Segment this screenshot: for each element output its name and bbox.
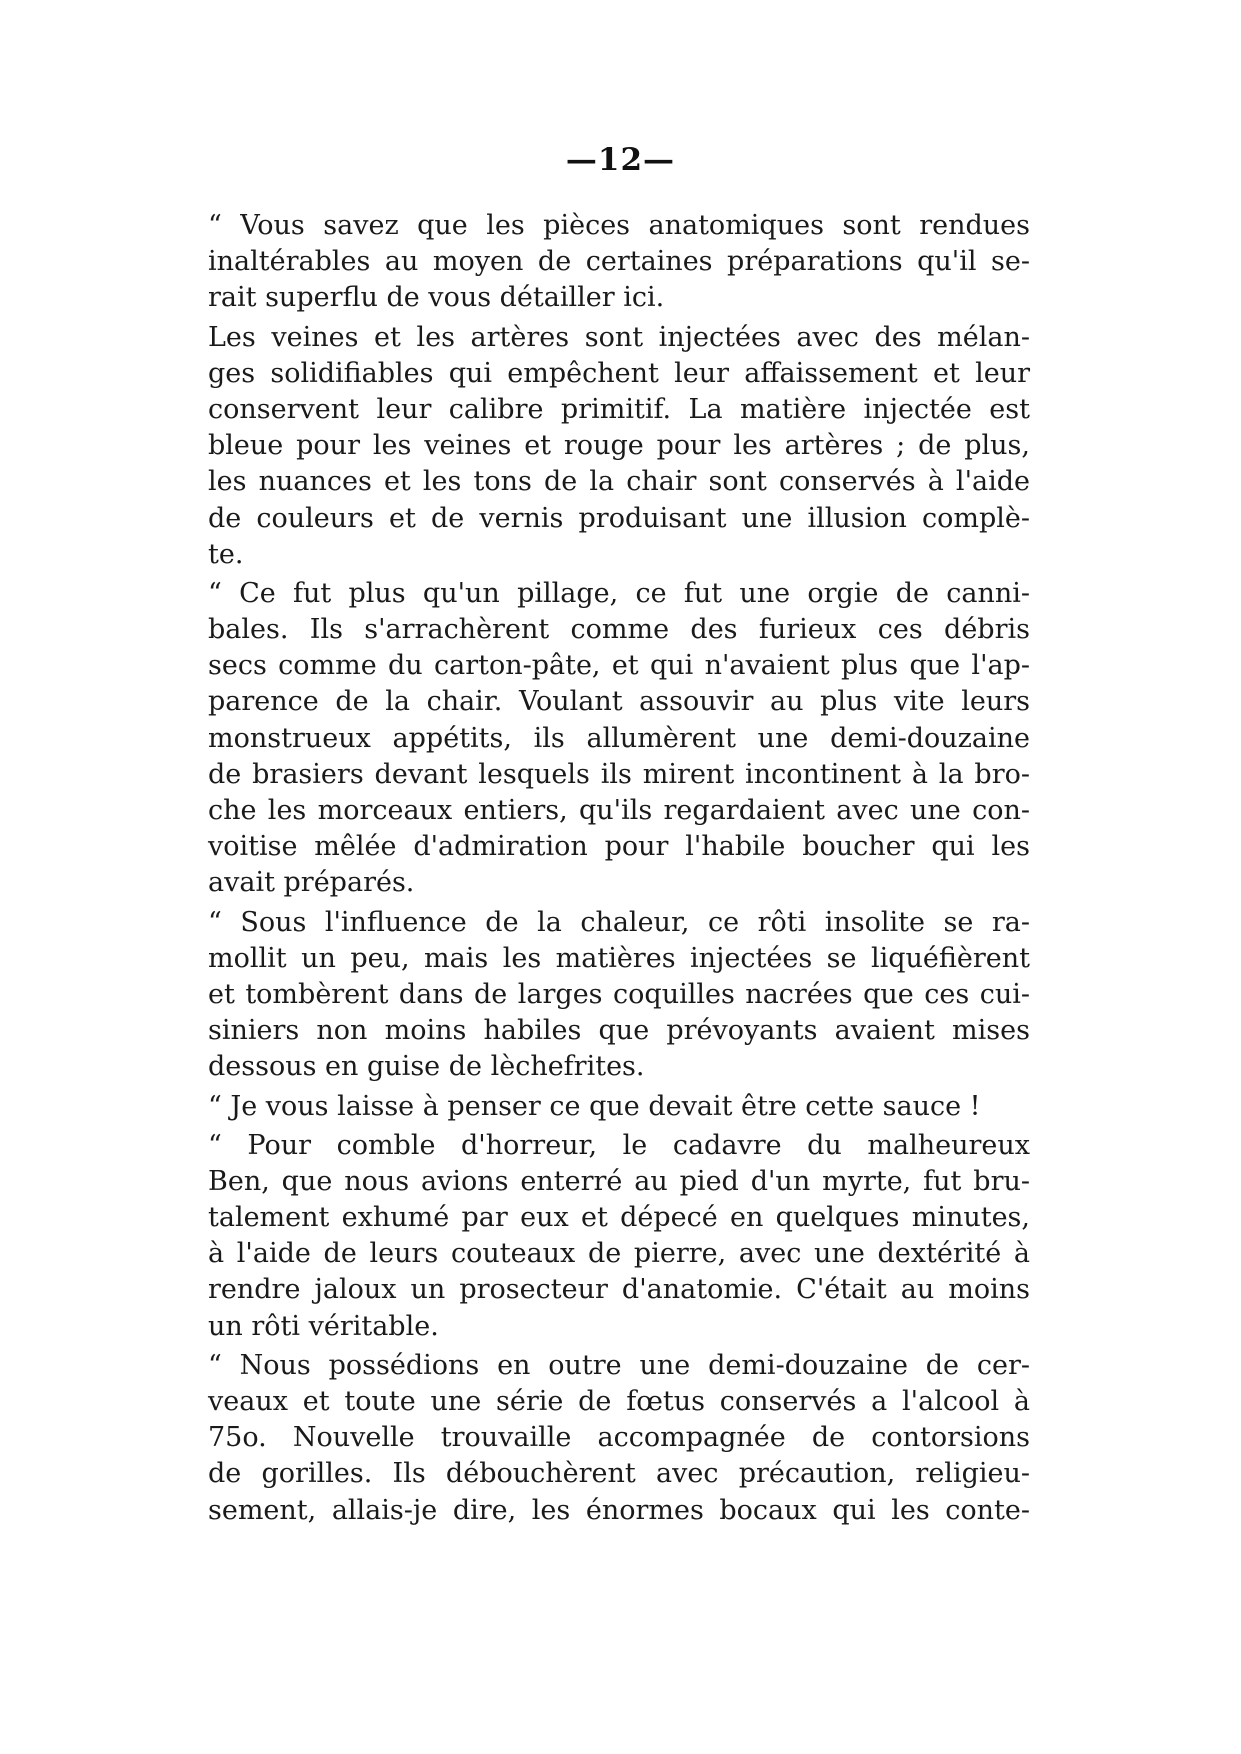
text-line: 75o. Nouvelle trouvaille accompagnée de contorsions (208, 1422, 1030, 1454)
text-line: rendre jaloux un prosecteur d'anatomie. C'était au moins (208, 1274, 1030, 1306)
text-line: de gorilles. Ils débouchèrent avec précaution, religieu- (208, 1458, 1030, 1490)
text-line: conservent leur calibre primitif. La matière injectée est (208, 393, 1030, 425)
text-line: Ben, que nous avions enterré au pied d'un myrte, fut bru- (208, 1165, 1030, 1197)
text-line: bales. Ils s'arrachèrent comme des furieux ces débris (208, 614, 1030, 646)
text-line: mollit un peu, mais les matières injectées se liquéfièrent (208, 942, 1030, 974)
text-line: inaltérables au moyen de certaines préparations qu'il se- (208, 246, 1030, 278)
text-line: siniers non moins habiles que prévoyants avaient mises (208, 1015, 1030, 1047)
page-number: —12— (565, 142, 676, 178)
text-line: dessous en guise de lèchefrites. (208, 1051, 645, 1083)
text-line: bleue pour les veines et rouge pour les artères ; de plus, (208, 430, 1030, 462)
text-line: avait préparés. (208, 867, 415, 899)
body-text (208, 208, 1030, 1529)
text-line: “ Sous l'influence de la chaleur, ce rôti insolite se ra- (208, 906, 1030, 938)
text-line: veaux et toute une série de fœtus conservés a l'alcool à (208, 1386, 1030, 1417)
text-line: voitise mêlée d'admiration pour l'habile boucher qui les (208, 831, 1030, 863)
text-line: un rôti véritable. (208, 1310, 439, 1342)
text-line: talement exhumé par eux et dépecé en quelques minutes, (208, 1202, 1030, 1234)
text-line: “ Nous possédions en outre une demi-douzaine de cer- (208, 1349, 1030, 1381)
text-line: à l'aide de leurs couteaux de pierre, avec une dextérité à (208, 1238, 1030, 1270)
text-line: Les veines et les artères sont injectées avec des mélan- (208, 321, 1030, 353)
text-line: rait superflu de vous détailler ici. (208, 282, 665, 314)
text-line: “ Vous savez que les pièces anatomiques sont rendues (208, 210, 1030, 241)
text-line: les nuances et les tons de la chair sont conservés à l'aide (208, 466, 1030, 498)
text-line: ges solidifiables qui empêchent leur affaissement et leur (208, 357, 1030, 389)
text-line: “ Je vous laisse à penser ce que devait être cette sauce ! (208, 1090, 981, 1122)
text-line: te. (208, 538, 244, 570)
text-line: secs comme du carton-pâte, et qui n'avaient plus que l'ap- (208, 650, 1030, 682)
text-line: che les morceaux entiers, qu'ils regardaient avec une con- (208, 795, 1030, 826)
text-line: “ Ce fut plus qu'un pillage, ce fut une orgie de canni- (208, 577, 1030, 609)
text-line: de couleurs et de vernis produisant une illusion complè- (208, 502, 1030, 534)
text-line: sement, allais-je dire, les énormes bocaux qui les conte- (208, 1494, 1030, 1526)
text-line: monstrueux appétits, ils allumèrent une demi-douzaine (208, 722, 1030, 754)
text-line: de brasiers devant lesquels ils mirent incontinent à la bro- (208, 758, 1030, 790)
text-line: “ Pour comble d'horreur, le cadavre du malheureux (208, 1129, 1030, 1161)
text-line: et tombèrent dans de larges coquilles nacrées que ces cui- (208, 978, 1030, 1010)
text-line: parence de la chair. Voulant assouvir au plus vite leurs (208, 686, 1030, 718)
